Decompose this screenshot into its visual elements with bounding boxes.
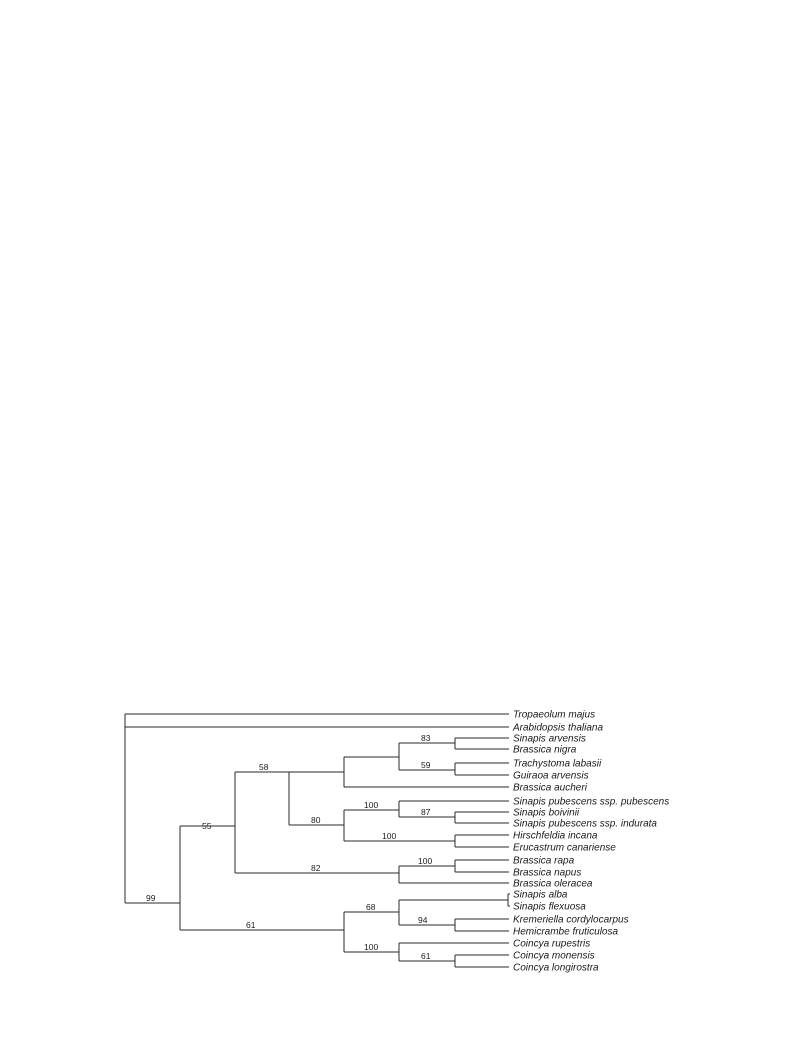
support-value: 100 [364,942,379,952]
taxon-label: Hemicrambe fruticulosa [513,926,619,938]
taxon-label: Sinapis pubescens ssp. indurata [513,818,657,830]
taxon-label: Coincya rupestris [513,938,591,950]
taxon-label: Brassica nigra [513,744,577,756]
support-value: 68 [366,902,376,912]
taxon-label: Sinapis pubescens ssp. pubescens [513,796,670,808]
support-value: 61 [246,920,256,930]
taxon-label: Trachystoma labasii [513,758,602,770]
support-value: 100 [382,831,397,841]
taxon-label: Tropaeolum majus [513,709,596,721]
support-values [146,733,432,961]
taxon-label: Sinapis boivinii [513,807,580,819]
support-value: 87 [421,807,431,817]
support-value: 82 [311,863,321,873]
taxon-label: Coincya monensis [513,950,595,962]
taxon-label: Sinapis flexuosa [513,901,586,913]
taxon-label: Sinapis arvensis [513,733,586,745]
taxon-label: Arabidopsis thaliana [513,722,604,734]
taxon-label: Brassica napus [513,867,582,879]
taxon-label: Sinapis alba [513,889,568,901]
support-value: 94 [418,915,428,925]
taxon-label: Erucastrum canariense [513,842,616,854]
taxon-label: Coincya longirostra [513,962,599,974]
taxon-label: Brassica aucheri [513,782,587,794]
support-value: 58 [259,762,269,772]
support-value: 100 [364,800,379,810]
support-value: 83 [421,733,431,743]
support-value: 100 [418,856,433,866]
support-value: 80 [311,815,321,825]
support-value: 55 [202,821,212,831]
support-value: 59 [421,760,431,770]
taxon-label: Kremeriella cordylocarpus [513,914,629,926]
taxon-label: Hirschfeldia incana [513,830,598,842]
support-value: 61 [421,951,431,961]
taxon-label: Brassica rapa [513,855,575,867]
support-value: 99 [146,893,156,903]
taxon-label: Brassica oleracea [513,878,593,890]
tree-branches [125,714,510,967]
taxon-labels [512,710,669,974]
taxon-label: Guiraoa arvensis [513,770,589,782]
